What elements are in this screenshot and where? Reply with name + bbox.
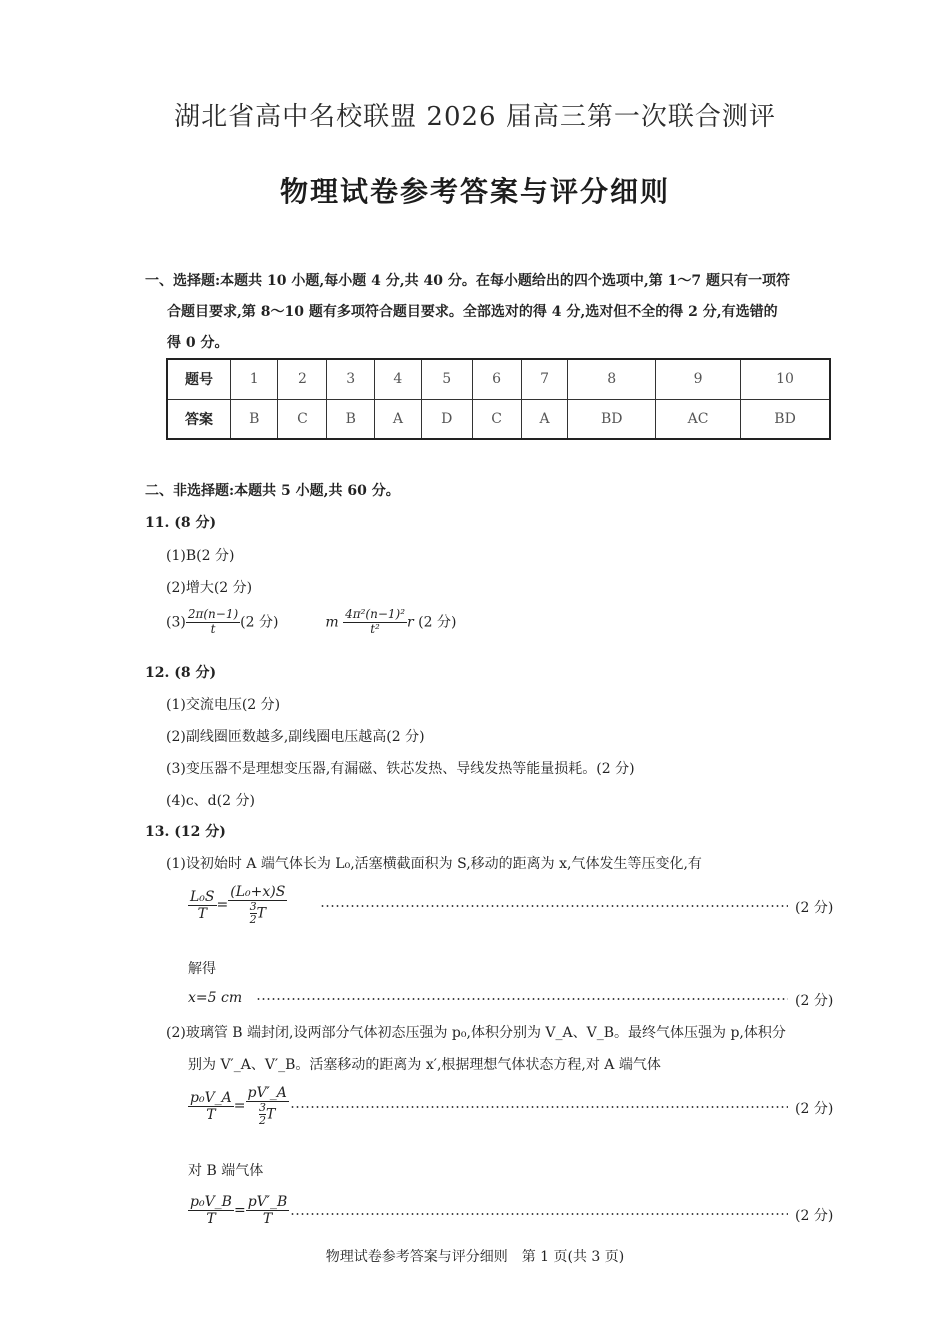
eq1-lhs-numerator: L₀S [190, 888, 215, 905]
q11-a3b-mass: m [325, 614, 339, 631]
eq1-three: 3 [249, 900, 257, 914]
q11-heading: 11. (8 分) [145, 515, 217, 531]
eq2-lhs-denominator: T [206, 1106, 216, 1123]
eq1-three-halves [250, 901, 257, 926]
eq2-rhs-denominator [257, 1102, 277, 1127]
q12-answer-3: (3)变压器不是理想变压器,有漏磁、铁芯发热、导线发热等能量损耗。(2 分) [166, 761, 635, 777]
eq3-lhs-fraction [188, 1194, 234, 1227]
table-cell: 1 [231, 359, 278, 399]
eq2-score: (2 分) [795, 1101, 834, 1117]
table-cell: 4 [374, 359, 421, 399]
table-cell: AC [656, 399, 741, 439]
eq2-three: 3 [259, 1101, 267, 1115]
q13-equation-2: $\frac{\text{p₀V\_A}}{T}$ = pV′_A $\frac{3}{2}$ T [190, 1085, 287, 1128]
eq1-score: (2 分) [795, 900, 834, 916]
exam-title: 湖北省高中名校联盟 2026 届高三第一次联合测评 [174, 102, 776, 132]
q12-answer-4: (4)c、d(2 分) [166, 793, 255, 809]
table-cell: B [327, 399, 374, 439]
answer-table [166, 358, 831, 440]
q11-a3b-numerator: 4π²(n−1)² [345, 607, 406, 621]
table-cell: 5 [421, 359, 472, 399]
table-cell: 6 [472, 359, 521, 399]
eq3-score: (2 分) [795, 1208, 834, 1224]
q13-part2-line1: (2)玻璃管 B 端封闭,设两部分气体初态压强为 p₀,体积分别为 V_A、V_B。最终气体压强为 p,体积分 [166, 1025, 786, 1041]
table-row-answers [167, 399, 830, 439]
eq1-lhs-denominator: T [197, 905, 207, 922]
table-cell: C [278, 399, 327, 439]
eq3-lhs-denominator: T [206, 1211, 216, 1228]
section2-heading: 二、非选择题:本题共 5 小题,共 60 分。 [145, 483, 400, 499]
q11-a3-numerator: 2π(n−1) [187, 607, 239, 621]
q13-equation-3: $\frac{\text{p₀V\_B}}{T}$ = $\frac{pV'\_B}{T}$ [190, 1194, 288, 1228]
table-cell: BD [568, 399, 656, 439]
eq3-rhs-denominator: T [262, 1211, 273, 1228]
q11-a3-fraction [186, 608, 240, 637]
table-row-numbers [167, 359, 830, 399]
q11-a3b-fraction [343, 608, 407, 637]
eq3-lhs-numerator: p₀V_B [190, 1194, 232, 1210]
q11-a3-denominator: t [210, 621, 216, 636]
eq1-temperature: T [256, 905, 266, 922]
table-cell: 3 [327, 359, 374, 399]
table-cell: BD [741, 399, 830, 439]
q11-a3b-radius: r [407, 614, 414, 631]
table-cell: 10 [741, 359, 830, 399]
leader-dots [320, 905, 788, 907]
q11-a3-score: (2 分) [240, 614, 279, 631]
table-cell: 8 [568, 359, 656, 399]
eq1-rhs-numerator: (L₀+x)S [230, 884, 286, 900]
q13-part1-text: (1)设初始时 A 端气体长为 L₀,活塞横截面积为 S,移动的距离为 x,气体发生等压变化,有 [166, 856, 702, 872]
table-cell: A [521, 399, 568, 439]
table-cell: D [421, 399, 472, 439]
q12-answer-2: (2)副线圈匝数越多,副线圈电压越高(2 分) [166, 729, 425, 745]
table-cell: 2 [278, 359, 327, 399]
table-cell: 7 [521, 359, 568, 399]
eq2-lhs-numerator: p₀V_A [190, 1089, 232, 1106]
q13-for-b-label: 对 B 端气体 [188, 1163, 264, 1179]
q11-a3b-denominator: t² [370, 621, 380, 636]
eq3-rhs-fraction [246, 1194, 290, 1227]
q11-answer-3 [166, 608, 456, 637]
q11-answer-1: (1)B(2 分) [166, 548, 235, 564]
section1-line1: 一、选择题:本题共 10 小题,每小题 4 分,共 40 分。在每小题给出的四个选项中,第 1～7 题只有一项符 [145, 273, 790, 289]
q11-answer-2: (2)增大(2 分) [166, 580, 253, 596]
eq1-two: 2 [249, 913, 257, 927]
result-score: (2 分) [795, 993, 834, 1009]
page-footer: 物理试卷参考答案与评分细则 第 1 页(共 3 页) [325, 1249, 625, 1265]
section1-instructions [145, 266, 845, 359]
eq2-lhs-fraction [188, 1090, 234, 1123]
section1-line2: 合题目要求,第 8～10 题有多项符合题目要求。全部选对的得 4 分,选对但不全的得 2 分,有选错的 [167, 304, 778, 320]
eq1-rhs-denominator [248, 901, 268, 926]
eq1-lhs-fraction [188, 889, 217, 922]
q13-equation-1: $\frac{\text{L₀S}}{T}$ = (L₀+x)S $\frac{3}{2}$ T [190, 884, 286, 927]
q11-a3-prefix: (3) [166, 614, 186, 631]
eq2-temperature: T [266, 1106, 276, 1123]
q13-part2-line2: 别为 V′_A、V′_B。活塞移动的距离为 x′,根据理想气体状态方程,对 A 端气体 [188, 1057, 661, 1073]
eq2-rhs-fraction [246, 1085, 289, 1127]
eq2-three-halves [259, 1102, 266, 1127]
table-header-number: 题号 [167, 359, 231, 399]
q13-solve-label: 解得 [188, 961, 216, 977]
eq2-two: 2 [259, 1114, 267, 1128]
eq3-rhs-numerator: pV′_B [247, 1194, 288, 1210]
table-cell: B [231, 399, 278, 439]
section1-line3: 得 0 分。 [167, 335, 229, 351]
table-cell: A [374, 399, 421, 439]
q13-heading: 13. (12 分) [145, 824, 226, 840]
q12-answer-1: (1)交流电压(2 分) [166, 697, 281, 713]
document-subtitle: 物理试卷参考答案与评分细则 [279, 175, 670, 208]
leader-dots [256, 998, 788, 1000]
eq1-rhs-fraction [228, 884, 287, 926]
table-cell: 9 [656, 359, 741, 399]
eq2-rhs-numerator: pV′_A [247, 1085, 287, 1101]
table-header-answer: 答案 [167, 399, 231, 439]
leader-dots [290, 1213, 788, 1215]
q13-result: x=5 cm [188, 990, 243, 1006]
q11-a3b-score: (2 分) [418, 614, 457, 631]
q12-heading: 12. (8 分) [145, 665, 217, 681]
table-cell: C [472, 399, 521, 439]
leader-dots [290, 1106, 788, 1108]
